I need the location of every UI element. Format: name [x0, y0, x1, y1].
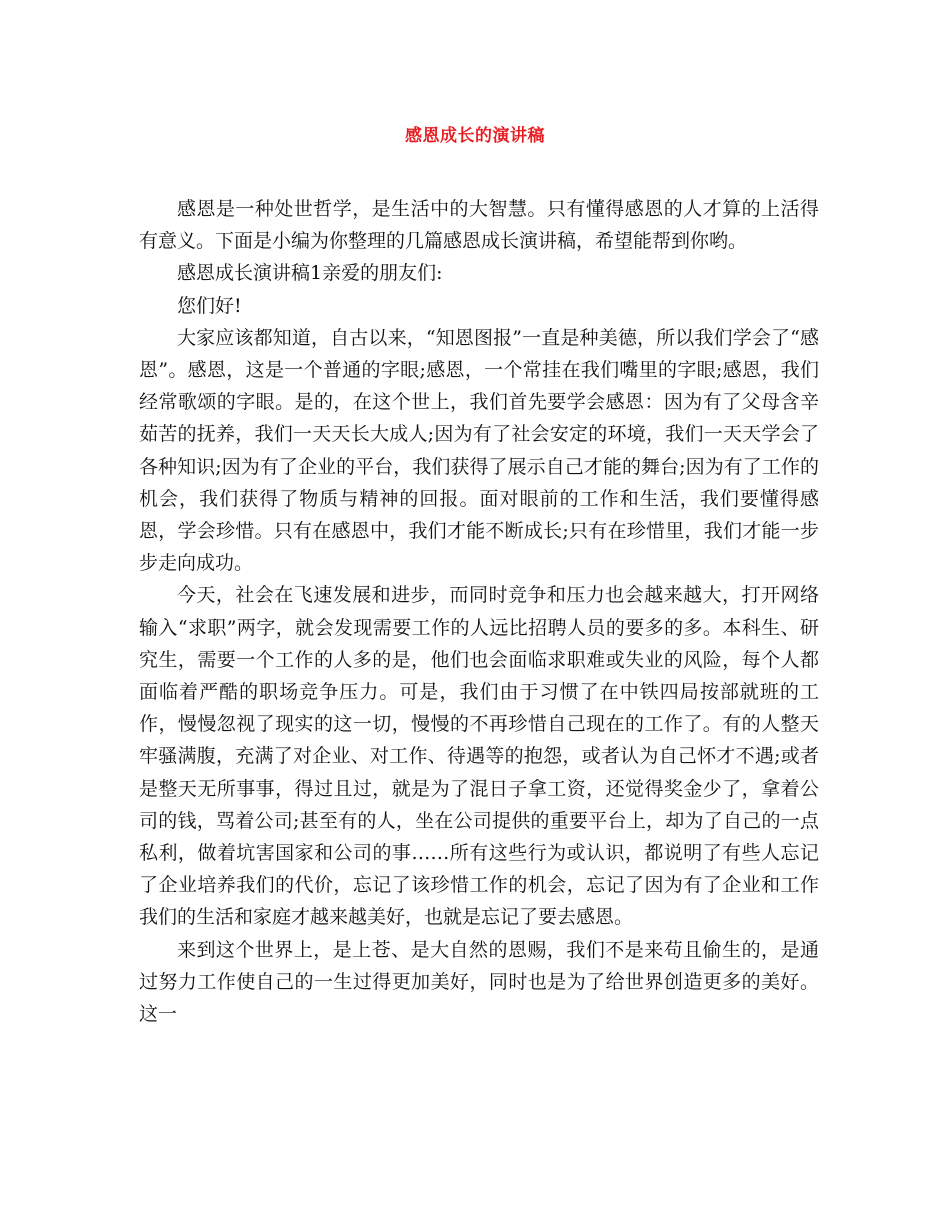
- document-body: [139, 193, 819, 1030]
- paragraph-gratitude: 大家应该都知道，自古以来，“知恩图报”一直是种美德，所以我们学会了“感恩”。感恩，这是一个普通的字眼;感恩，一个常挂在我们嘴里的字眼;感恩，我们经常歌颂的字眼。是的，在这个世上，我们首先要学会感恩：因为有了父母含辛茹苦的抚养，我们一天天长大成人;因为有了社会安定的环境，我们一天天学会了各种知识;因为有了企业的平台，我们获得了展示自己才能的舞台;因为有了工作的机会，我们获得了物质与精神的回报。面对眼前的工作和生活，我们要懂得感恩，学会珍惜。只有在感恩中，我们才能不断成长;只有在珍惜里，我们才能一步步走向成功。: [139, 326, 819, 575]
- paragraph-greeting: 您们好!: [177, 294, 242, 317]
- paragraph-intro: 感恩是一种处世哲学，是生活中的大智慧。只有懂得感恩的人才算的上活得有意义。下面是小编为你整理的几篇感恩成长演讲稿，希望能帮到你哟。: [139, 198, 819, 253]
- document-title: 感恩成长的演讲稿: [405, 126, 545, 146]
- paragraph-world: 来到这个世界上，是上苍、是大自然的恩赐，我们不是来苟且偷生的，是通过努力工作使自己的一生过得更加美好，同时也是为了给世界创造更多的美好。这一: [139, 938, 819, 1026]
- paragraph-speech-heading: 感恩成长演讲稿1亲爱的朋友们:: [177, 262, 443, 285]
- paragraph-competition: 今天，社会在飞速发展和进步，而同时竞争和压力也会越来越大，打开网络输入“求职”两字，就会发现需要工作的人远比招聘人员的要多的多。本科生、研究生，需要一个工作的人多的是，他们也会面临求职难或失业的风险，每个人都面临着严酷的职场竞争压力。可是，我们由于习惯了在中铁四局按部就班的工作，慢慢忽视了现实的这一切，慢慢的不再珍惜自己现在的工作了。有的人整天牢骚满腹，充满了对企业、对工作、待遇等的抱怨，或者认为自己怀才不遇;或者是整天无所事事，得过且过，就是为了混日子拿工资，还觉得奖金少了，拿着公司的钱，骂着公司;甚至有的人，坐在公司提供的重要平台上，却为了自己的一点私利，做着坑害国家和公司的事……所有这些行为或认识，都说明了有些人忘记了企业培养我们的代价，忘记了该珍惜工作的机会，忘记了因为有了企业和工作我们的生活和家庭才越来越美好，也就是忘记了要去感恩。: [139, 584, 819, 929]
